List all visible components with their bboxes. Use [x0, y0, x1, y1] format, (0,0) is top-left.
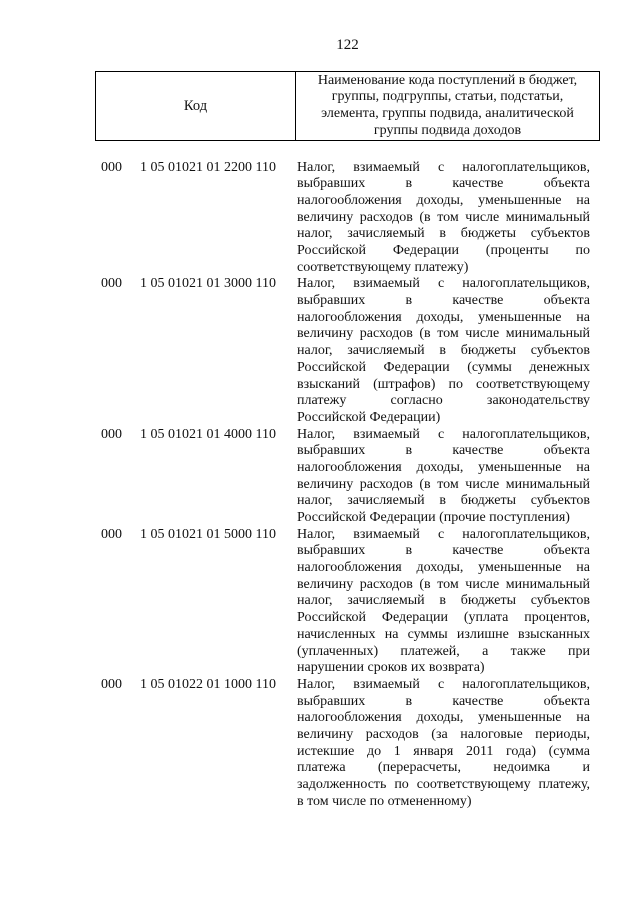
description-line: взысканий (штрафов) по соответствующему	[297, 376, 590, 392]
description-line: Налог, взимаемый с налогоплательщиков,	[297, 676, 590, 692]
row-revenue-code: 1 05 01021 01 5000 110	[140, 526, 276, 542]
description-line: налогообложения доходы, уменьшенные на	[297, 560, 590, 576]
description-line: в том числе по отмененному)	[297, 793, 472, 809]
row-revenue-code: 1 05 01021 01 3000 110	[140, 276, 276, 292]
description-line: налогообложения доходы, уменьшенные на	[297, 710, 590, 726]
table-header	[95, 71, 600, 141]
description-line: налог, зачисляемый в бюджеты субъектов	[297, 343, 590, 359]
header-name-cell	[296, 72, 599, 140]
description-line: Российской Федерации (уплата процентов,	[297, 610, 590, 626]
row-description	[297, 276, 590, 426]
description-line: Налог, взимаемый с налогоплательщиков,	[297, 426, 590, 442]
header-name-line: элемента, группы подвида, аналитической	[321, 106, 574, 121]
description-line: задолженность по соответствующему платежу,	[297, 777, 590, 793]
table-row	[0, 276, 640, 426]
description-line: Налог, взимаемый с налогоплательщиков,	[297, 526, 590, 542]
row-revenue-code: 1 05 01021 01 4000 110	[140, 426, 276, 442]
description-line: Российской Федерации (суммы денежных	[297, 359, 590, 375]
description-line: величину расходов (в том числе минимальный	[297, 476, 590, 492]
description-line: выбравших в качестве объекта	[297, 293, 590, 309]
header-name-line: группы подвида доходов	[373, 122, 522, 138]
row-admin-code: 000	[101, 426, 122, 442]
header-name-line: Наименование кода поступлений в бюджет,	[317, 72, 578, 88]
row-description	[297, 527, 590, 677]
description-line: платежа (перерасчеты, недоимка и	[297, 760, 590, 776]
description-line: величину расходов (за налоговые периоды,	[297, 726, 590, 742]
description-line: истекшие до 1 января 2011 года) (сумма	[297, 743, 590, 759]
table-row	[0, 677, 640, 811]
header-code-cell: Код	[96, 72, 296, 140]
description-line: Российской Федерации (проценты по	[297, 243, 590, 259]
row-description	[297, 427, 590, 527]
row-admin-code: 000	[101, 526, 122, 542]
description-line: соответствующему платежу)	[297, 259, 469, 275]
description-line: налогообложения доходы, уменьшенные на	[297, 309, 590, 325]
row-revenue-code: 1 05 01022 01 1000 110	[140, 676, 276, 692]
table-row	[0, 427, 640, 527]
table-body	[0, 160, 640, 811]
description-line: налог, зачисляемый в бюджеты субъектов	[297, 593, 590, 609]
description-line: выбравших в качестве объекта	[297, 693, 590, 709]
row-admin-code: 000	[101, 676, 122, 692]
description-line: Налог, взимаемый с налогоплательщиков,	[297, 276, 590, 292]
description-line: (уплаченных) платежей, а также при	[297, 643, 590, 659]
header-name-line: группы, подгруппы, статьи, подстатьи,	[331, 89, 564, 105]
description-line: величину расходов (в том числе минимальный	[297, 326, 590, 342]
row-description	[297, 677, 590, 811]
table-row	[0, 527, 640, 677]
description-line: налог, зачисляемый в бюджеты субъектов	[297, 226, 590, 242]
row-revenue-code: 1 05 01021 01 2200 110	[140, 159, 276, 175]
description-line: величину расходов (в том числе минимальный	[297, 576, 590, 592]
description-line: Российской Федерации (прочие поступления)	[297, 510, 570, 526]
description-line: платежу согласно законодательству	[297, 393, 590, 409]
description-line: выбравших в качестве объекта	[297, 176, 590, 192]
description-line: налог, зачисляемый в бюджеты субъектов	[297, 493, 590, 509]
description-line: Российской Федерации)	[297, 409, 441, 425]
row-admin-code: 000	[101, 159, 122, 175]
description-line: начисленных на суммы излишне взысканных	[297, 626, 590, 642]
page-number: 122	[336, 37, 359, 53]
table-row	[0, 160, 640, 277]
description-line: налогообложения доходы, уменьшенные на	[297, 192, 590, 208]
description-line: выбравших в качестве объекта	[297, 443, 590, 459]
row-admin-code: 000	[101, 276, 122, 292]
description-line: выбравших в качестве объекта	[297, 543, 590, 559]
description-line: нарушении сроков их возврата)	[297, 660, 485, 676]
row-description	[297, 160, 590, 277]
description-line: величину расходов (в том числе минимальный	[297, 209, 590, 225]
description-line: Налог, взимаемый с налогоплательщиков,	[297, 159, 590, 175]
description-line: налогообложения доходы, уменьшенные на	[297, 459, 590, 475]
